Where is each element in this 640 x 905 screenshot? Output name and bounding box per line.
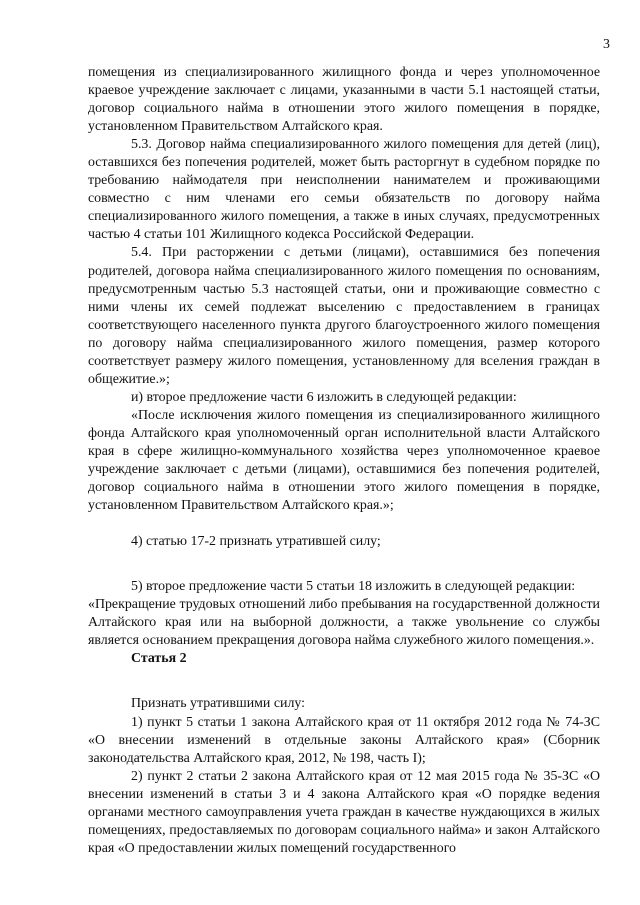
article-heading: Статья 2 [131,651,187,667]
paragraph-continuation: помещения из специализированного жилищного фонда и через уполномоченное краевое учреждение заключает с лицами, указанными в части 5.1 настоящей статьи, договор социального найма в отношении этого жилого помещения в порядке, установленном Правительством Алтайского края. [88,65,600,135]
document-body [88,64,600,858]
paragraph-5-3: 5.3. Договор найма специализированного жилого помещения для детей (лиц), оставшихся без попечения родителей, может быть расторгнут в судебном порядке по требованию наймодателя при неисполнении нанимателем и проживающими совместно с ним членами его семьи обязательств по договору найма специализированного жилого помещения, а также в иных случаях, предусмотренных частью 4 статьи 101 Жилищного кодекса Российской Федерации. [88,137,600,243]
paragraph-item-4: 4) статью 17-2 признать утратившей силу; [131,534,381,550]
paragraph-item-5: 5) второе предложение части 5 статьи 18 изложить в следующей редакции: [131,579,576,595]
paragraph-item-i: и) второе предложение части 6 изложить в следующей редакции: [131,389,517,405]
paragraph-repeal-1: 1) пункт 5 статьи 1 закона Алтайского края от 11 октября 2012 года № 74-ЗС «О внесении изменений в отдельные законы Алтайского края» (Сборник законодательства Алтайского края, 2012, № 198, часть I); [88,714,600,766]
paragraph-repeal-2: 2) пункт 2 статьи 2 закона Алтайского края от 12 мая 2015 года № 35-ЗС «О внесении изменений в статьи 3 и 4 закона Алтайского края «О порядке ведения органами местного самоуправления учета граждан в качестве нуждающихся в жилых помещениях, предоставляемых по договорам социального найма» и закон Алтайского края «О предоставлении жилых помещений государственного [88,768,600,856]
paragraph-repeal-intro: Признать утратившими силу: [131,696,305,712]
page-number: 3 [603,37,610,52]
paragraph-5-4: 5.4. При расторжении с детьми (лицами), оставшимися без попечения родителей, договора найма специализированного жилого помещения по основаниям, предусмотренным частью 5.3 настоящей статьи, они и проживающие совместно с ними члены их семей подлежат выселению с предоставлением в границах соответствующего населенного пункта другого благоустроенного жилого помещения по договору найма специализированного жилого помещения, размер которого соответствует размеру жилого помещения, установленному для вселения граждан в общежитие.»; [88,245,600,387]
paragraph-quote-part-6: «После исключения жилого помещения из специализированного жилищного фонда Алтайского края уполномоченный орган исполнительной власти Алтайского края в сфере жилищно-коммунального хозяйства через уполномоченное краевое учреждение заключает с детьми (лицами), оставшимися без попечения родителей, договор социального найма в отношении этого жилого помещения в порядке, установленном Правительством Алтайского края.»; [88,407,600,514]
paragraph-quote-part-5: «Прекращение трудовых отношений либо пребывания на государственной должности Алтайского края или на выборной должности, а также увольнение со службы является основанием прекращения договора найма служебного жилого помещения.». [88,597,600,649]
